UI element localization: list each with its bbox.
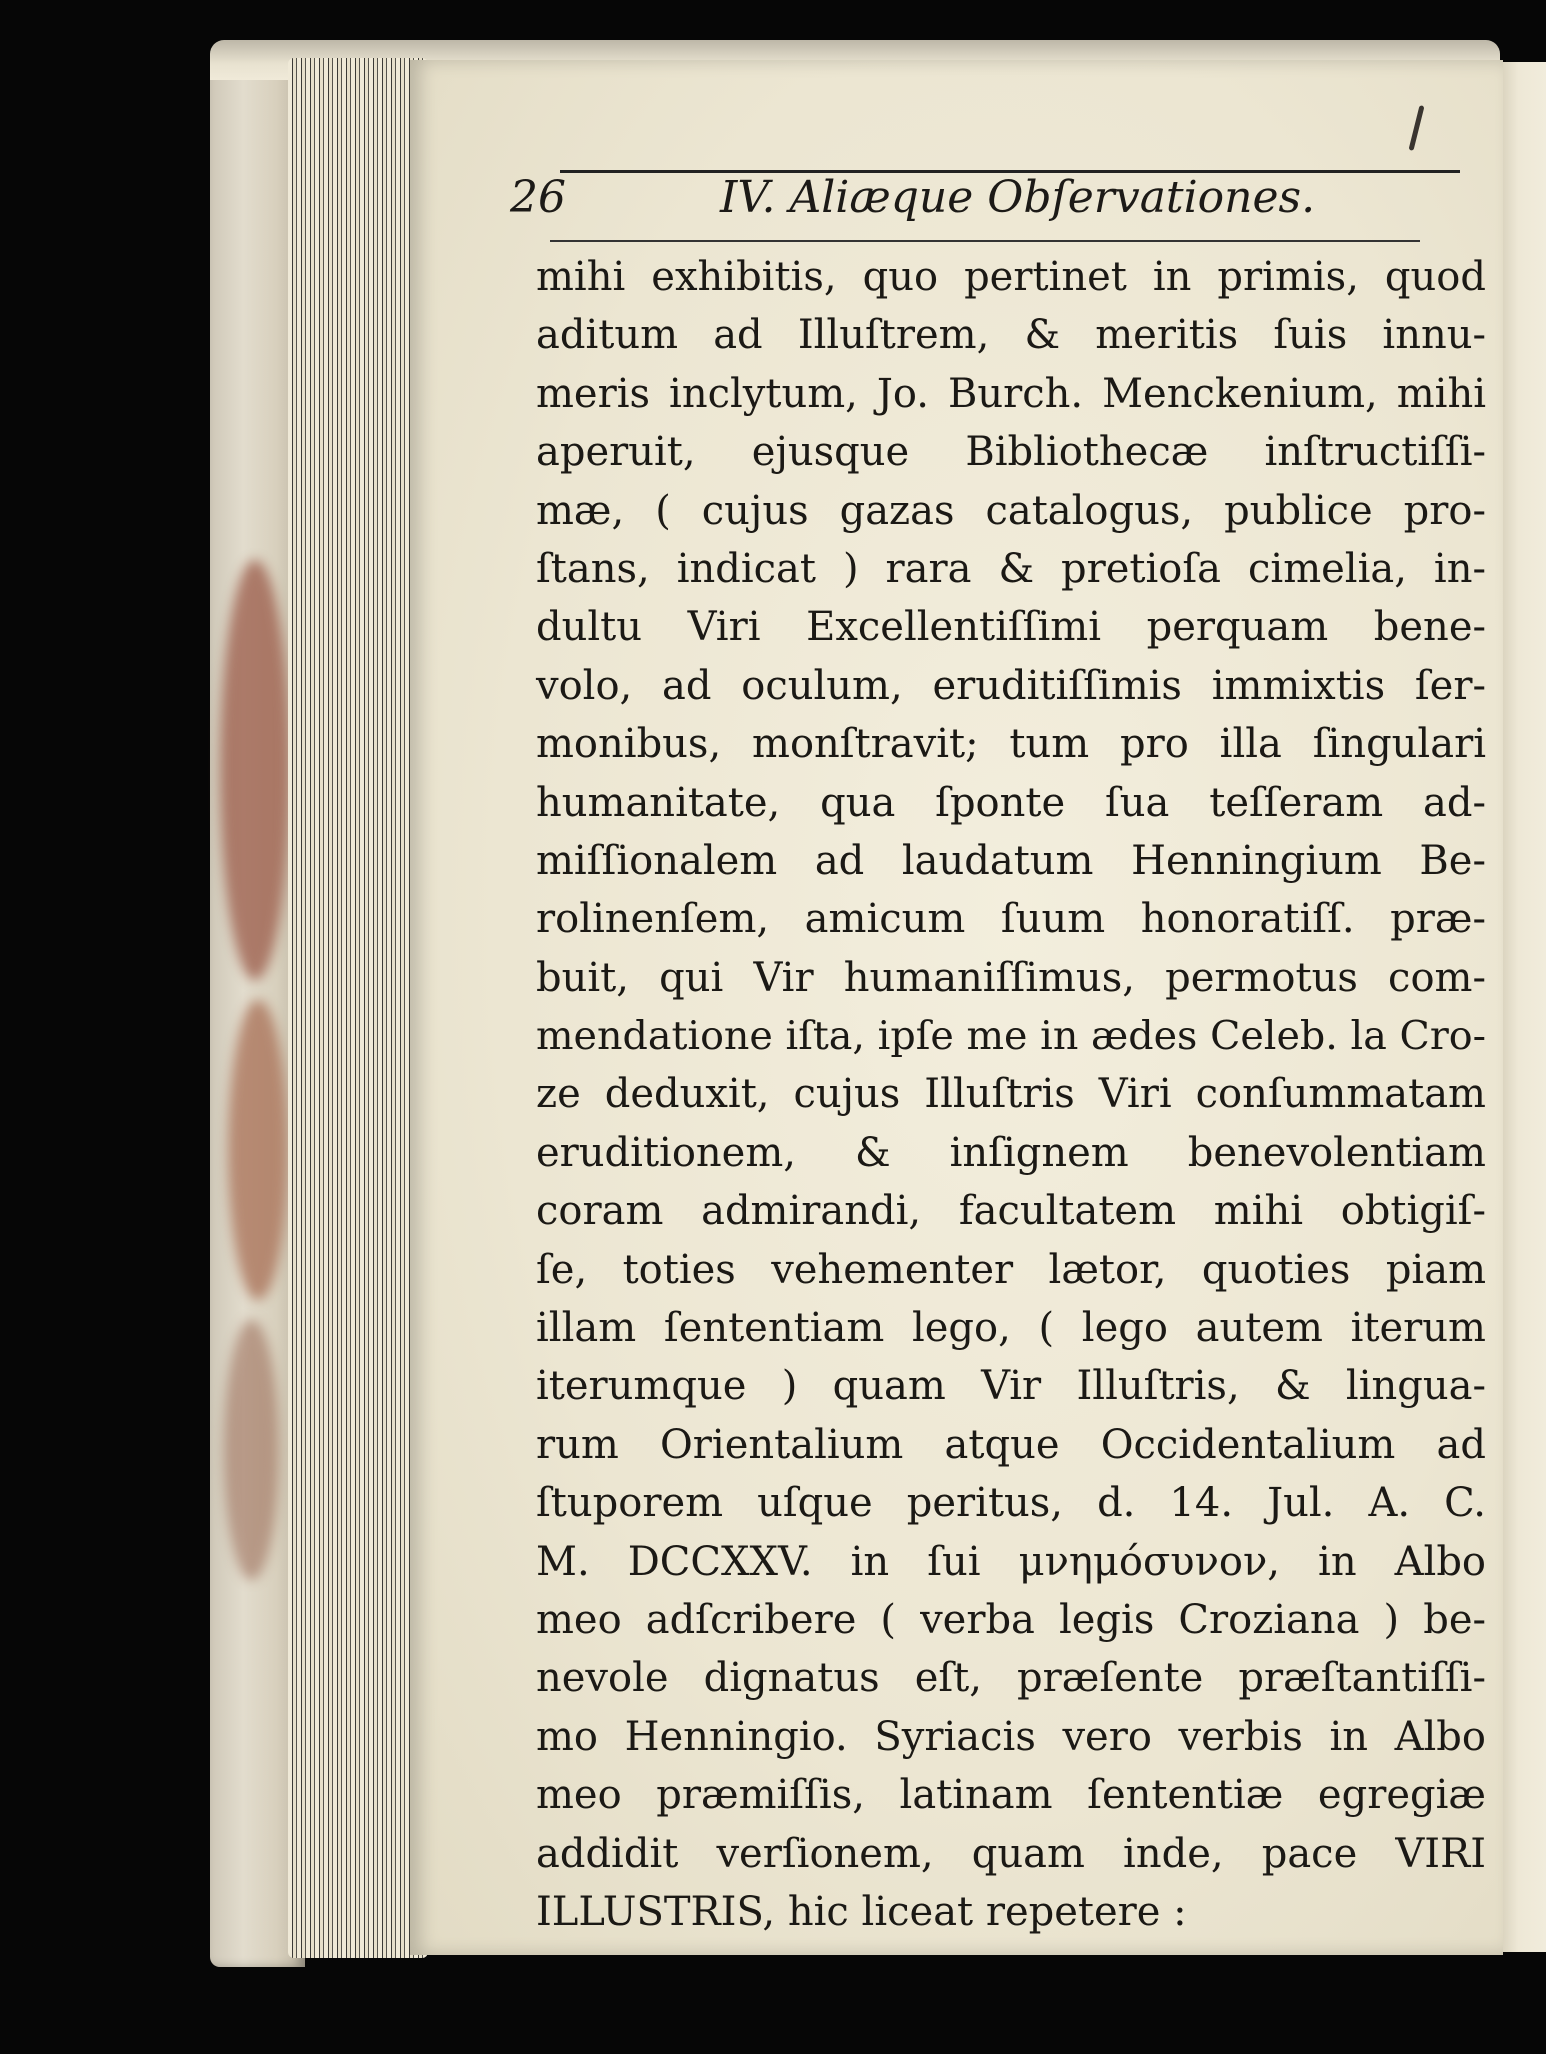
text-line: ILLUSTRIS, hic liceat repetere :	[536, 1888, 1187, 1935]
text-line: ſe, toties vehementer lætor, quoties piam	[536, 1246, 1486, 1293]
running-header	[510, 172, 1450, 242]
facing-page-edge	[1500, 62, 1546, 1952]
running-title: IV. Aliæque Obſervationes.	[720, 172, 1316, 223]
page-body-text	[536, 248, 1486, 1941]
text-line: mo Henningio. Syriacis vero verbis in Albo	[536, 1713, 1486, 1760]
text-line: meo adſcribere ( verba legis Croziana ) be-	[536, 1596, 1486, 1643]
text-line: M. DCCXXV. in ſui μνημόσυνον, in Albo	[536, 1538, 1486, 1585]
text-line: coram admirandi, facultatem mihi obtigiſ-	[536, 1188, 1486, 1235]
text-line: iterumque ) quam Vir Illuſtris, & lingua-	[536, 1363, 1486, 1410]
stain	[220, 560, 290, 980]
stain	[228, 1000, 288, 1300]
text-line: mæ, ( cujus gazas catalogus, publice pro-	[536, 487, 1486, 534]
page-edges	[288, 58, 428, 1958]
page-number: 26	[510, 172, 566, 223]
text-line: illam ſententiam lego, ( lego autem iterum	[536, 1305, 1486, 1352]
text-line: meris inclytum, Jo. Burch. Menckenium, mihi	[536, 370, 1486, 417]
text-line: buit, qui Vir humaniſſimus, permotus com-	[536, 954, 1486, 1001]
text-line: miſſionalem ad laudatum Henningium Be-	[536, 837, 1486, 884]
text-line: nevole dignatus eſt, præſente præſtantiſſi-	[536, 1655, 1486, 1702]
header-underline	[550, 240, 1420, 242]
text-line: mendatione iſta, ipſe me in ædes Celeb. la Cro-	[536, 1013, 1486, 1060]
text-line: monibus, monſtravit; tum pro illa ſingulari	[536, 721, 1486, 768]
text-line: aditum ad Illuſtrem, & meritis ſuis innu-	[536, 312, 1486, 359]
text-line: rum Orientalium atque Occidentalium ad	[536, 1421, 1486, 1468]
text-line: aperuit, ejusque Bibliothecæ inſtructiſſi-	[536, 429, 1486, 476]
text-line: addidit verſionem, quam inde, pace VIRI	[536, 1830, 1486, 1877]
text-line: ze deduxit, cujus Illuſtris Viri conſummatam	[536, 1071, 1486, 1118]
text-line: mihi exhibitis, quo pertinet in primis, quod	[536, 254, 1486, 300]
text-line: humanitate, qua ſponte ſua teſſeram ad-	[536, 779, 1486, 826]
text-line: ſtuporem uſque peritus, d. 14. Jul. A. C.	[536, 1480, 1486, 1527]
text-line: dultu Viri Excellentiſſimi perquam bene-	[536, 604, 1486, 651]
text-line: volo, ad oculum, eruditiſſimis immixtis ſer-	[536, 662, 1486, 709]
text-line: eruditionem, & inſignem benevolentiam	[536, 1129, 1486, 1176]
text-line: rolinenſem, amicum ſuum honoratiſſ. præ-	[536, 896, 1486, 943]
text-line: ſtans, indicat ) rara & pretioſa cimelia, in-	[536, 545, 1486, 592]
text-line: meo præmiſſis, latinam ſententiæ egregiæ	[536, 1772, 1486, 1819]
stain	[224, 1320, 279, 1580]
